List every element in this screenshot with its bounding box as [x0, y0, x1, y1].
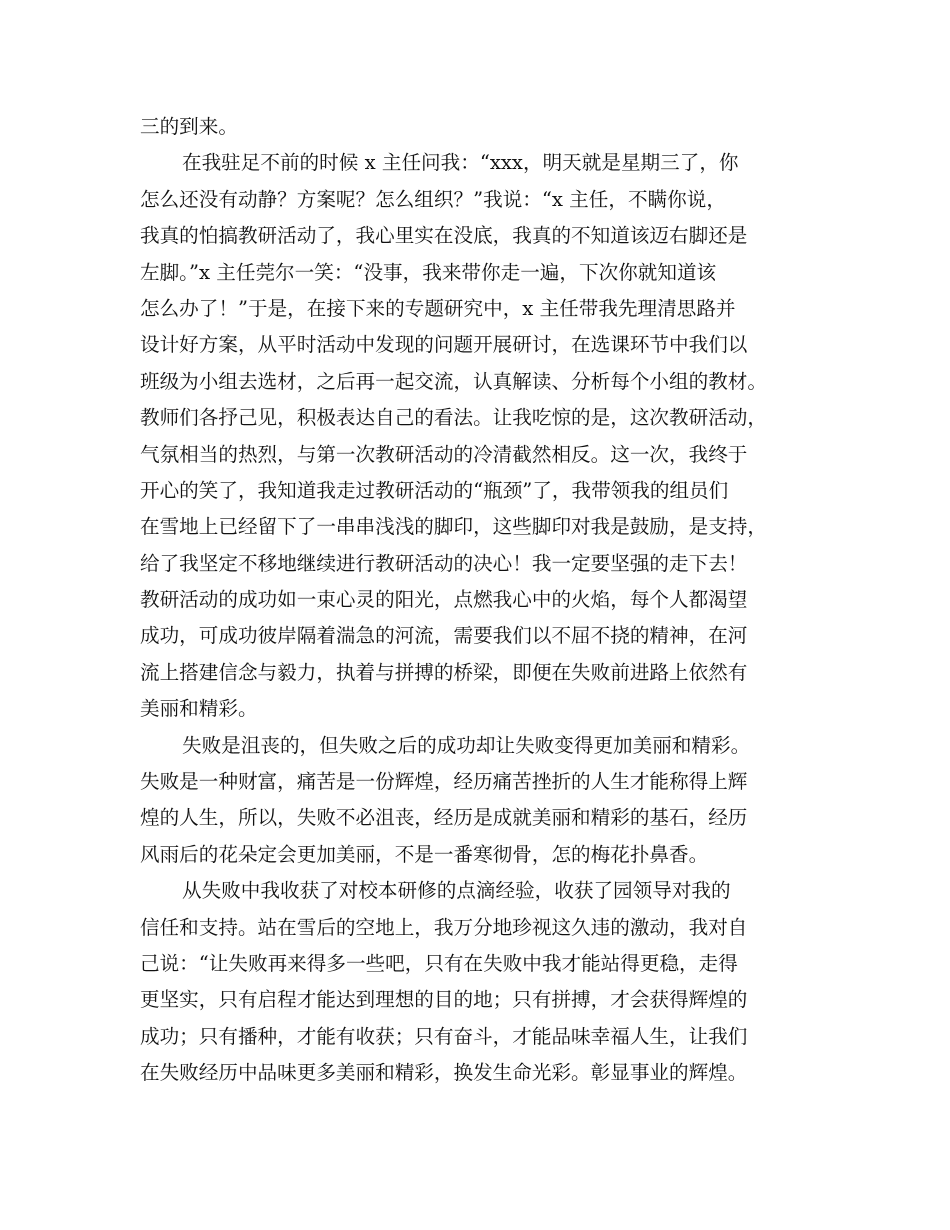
text-line: 怎么还没有动静？方案呢？怎么组织？”我说：“x 主任，不瞒你说，	[140, 187, 726, 211]
paragraph-first-line: 在我驻足不前的时候 x 主任问我：“xxx，明天就是星期三了，你	[182, 151, 739, 175]
text-line: 怎么办了！”于是，在接下来的专题研究中，x 主任带我先理清思路并	[140, 296, 736, 320]
text-line: 成功，可成功彼岸隔着湍急的河流，需要我们以不屈不挠的精神，在河	[140, 624, 748, 648]
body-text	[140, 109, 830, 1092]
text-line: 左脚。”x 主任莞尔一笑：“没事，我来带你走一遍，下次你就知道该	[140, 260, 717, 284]
text-line: 教师们各抒己见，积极表达自己的看法。让我吃惊的是，这次教研活动，	[140, 406, 767, 430]
paragraph-first-line: 从失败中我收获了对校本研修的点滴经验，收获了园领导对我的	[182, 879, 731, 903]
text-line: 煌的人生，所以，失败不必沮丧，经历是成就美丽和精彩的基石，经历	[140, 806, 748, 830]
text-line: 风雨后的花朵定会更加美丽，不是一番寒彻骨，怎的梅花扑鼻香。	[140, 842, 709, 866]
text-line: 给了我坚定不移地继续进行教研活动的决心！我一定要坚强的走下去！	[140, 551, 748, 575]
text-line: 三的到来。	[140, 115, 238, 138]
text-line: 更坚实，只有启程才能达到理想的目的地；只有拼搏，才会获得辉煌的	[140, 988, 748, 1012]
text-line: 教研活动的成功如一束心灵的阳光，点燃我心中的火焰，每个人都渴望	[140, 588, 748, 612]
text-line: 美丽和精彩。	[140, 697, 258, 721]
text-line: 己说：“让失败再来得多一些吧，只有在失败中我才能站得更稳，走得	[140, 951, 738, 975]
text-line: 设计好方案，从平时活动中发现的问题开展研讨，在选课环节中我们以	[140, 333, 748, 357]
text-line: 班级为小组去选材，之后再一起交流，认真解读、分析每个小组的教材。	[140, 369, 767, 393]
text-line: 气氛相当的热烈，与第一次教研活动的冷清截然相反。这一次，我终于	[140, 442, 748, 466]
paragraph-first-line: 失败是沮丧的，但失败之后的成功却让失败变得更加美丽和精彩。	[182, 733, 751, 757]
text-line: 开心的笑了，我知道我走过教研活动的“瓶颈”了，我带领我的组员们	[140, 478, 729, 502]
text-line: 流上搭建信念与毅力，执着与拼搏的桥梁，即便在失败前进路上依然有	[140, 660, 748, 684]
text-line: 我真的怕搞教研活动了，我心里实在没底，我真的不知道该迈右脚还是	[140, 224, 748, 248]
text-line: 失败是一种财富，痛苦是一份辉煌，经历痛苦挫折的人生才能称得上辉	[140, 770, 748, 794]
text-line: 在失败经历中品味更多美丽和精彩，换发生命光彩。彰显事业的辉煌。	[140, 1061, 748, 1085]
text-line: 信任和支持。站在雪后的空地上，我万分地珍视这久违的激动，我对自	[140, 915, 748, 939]
text-line: 在雪地上已经留下了一串串浅浅的脚印，这些脚印对我是鼓励，是支持，	[140, 515, 767, 539]
text-line: 成功；只有播种，才能有收获；只有奋斗，才能品味幸福人生，让我们	[140, 1024, 748, 1048]
